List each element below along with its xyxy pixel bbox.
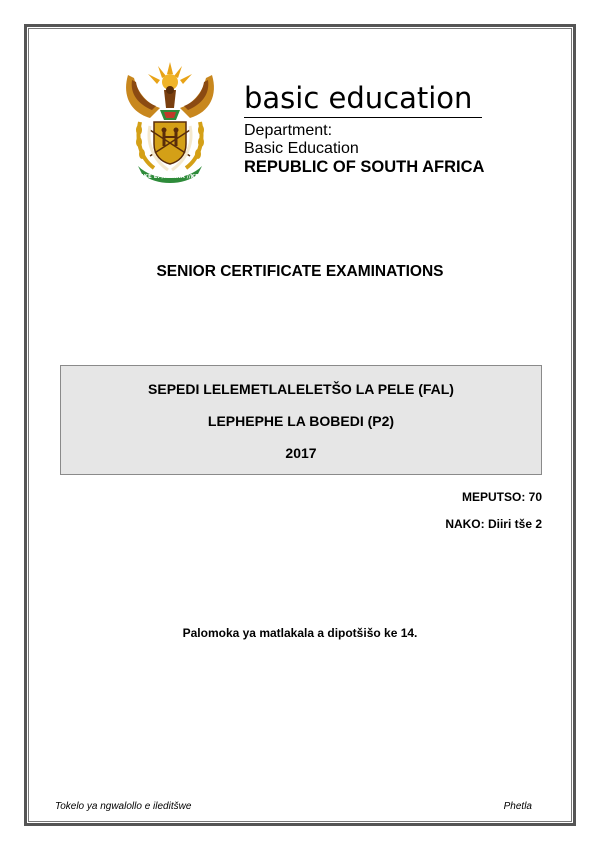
department-name: Basic Education: [244, 140, 359, 157]
crest-motto: !KE E: /XARRA //KE: [141, 174, 199, 180]
subject-box: [60, 365, 542, 475]
subject-name: SEPEDI LELEMETLALELETŠO LA PELE (FAL): [148, 381, 454, 397]
department-label: Department:: [244, 122, 333, 139]
total-marks: MEPUTSO: 70: [461, 490, 542, 504]
footer-turn-over: Phetla: [503, 801, 532, 812]
brand-name: basic education: [244, 81, 473, 115]
country-name: REPUBLIC OF SOUTH AFRICA: [244, 158, 485, 176]
department-brand: [244, 80, 484, 177]
brand-underline: [244, 117, 482, 118]
paper-number: LEPHEPHE LA BOBEDI (P2): [207, 413, 395, 429]
page-count-note: Palomoka ya matlakala a dipotšišo ke 14.: [182, 626, 418, 640]
footer-copyright: Tokelo ya ngwalollo e ileditšwe: [55, 801, 192, 812]
exam-year: 2017: [285, 445, 317, 461]
exam-duration: NAKO: Diiri tše 2: [445, 517, 542, 531]
exam-title: SENIOR CERTIFICATE EXAMINATIONS: [156, 263, 444, 280]
coat-of-arms-icon: [120, 60, 220, 185]
